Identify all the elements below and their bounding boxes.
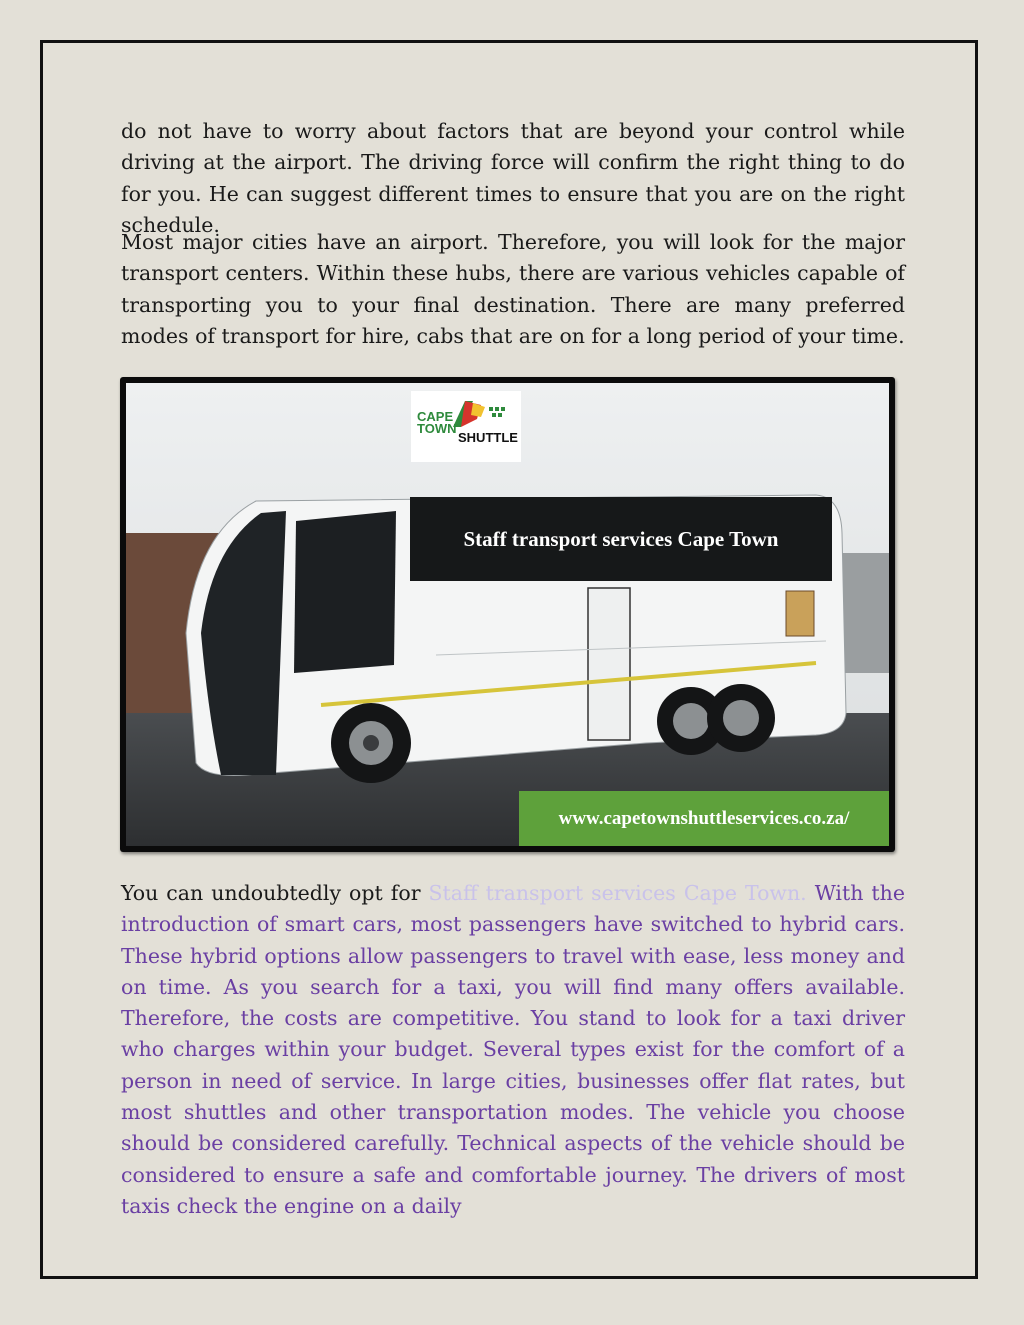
logo-text: CAPE TOWN — [417, 409, 457, 436]
company-logo — [411, 391, 521, 462]
paragraph-3 — [121, 878, 905, 1222]
bus-photo-frame — [120, 377, 895, 852]
paragraph-2: Most major cities have an airport. Therefore, you will look for the major transport centers. Within these hubs, there are various vehicles capable of transporting you to your final destination. There are many preferred modes of transport for hire, cabs that are on for a long period of your time. — [121, 230, 905, 348]
staff-transport-link[interactable]: Staff transport services Cape Town. — [428, 881, 815, 905]
paragraph-1: do not have to worry about factors that are beyond your control while driving at the airport. The driving force will confirm the right thing to do for you. He can suggest different times to ensure that you are on the right schedule. — [121, 119, 905, 237]
paragraph-3-body: With the introduction of smart cars, most passengers have switched to hybrid cars. These hybrid options allow passengers to travel with ease, less money and on time. As you search for a taxi, you will find many offers available. Therefore, the costs are competitive. You stand to look for a taxi driver who charges within your budget. Several types exist for the comfort of a person in need of service. In large cities, businesses offer flat rates, but most shuttles and other transportation modes. The vehicle you choose should be considered carefully. Technical aspects of the vehicle should be considered to ensure a safe and comfortable journey. The drivers of most taxis check the engine on a daily — [121, 881, 905, 1218]
image-headline: Staff transport services Cape Town — [463, 526, 779, 551]
flag-icon — [451, 399, 513, 429]
logo-shuttle-text: SHUTTLE — [458, 430, 518, 445]
image-url-banner: www.capetownshuttleservices.co.za/ — [519, 791, 889, 846]
bus-photo — [126, 383, 889, 846]
paragraph-3-intro: You can undoubtedly opt for — [121, 881, 429, 905]
